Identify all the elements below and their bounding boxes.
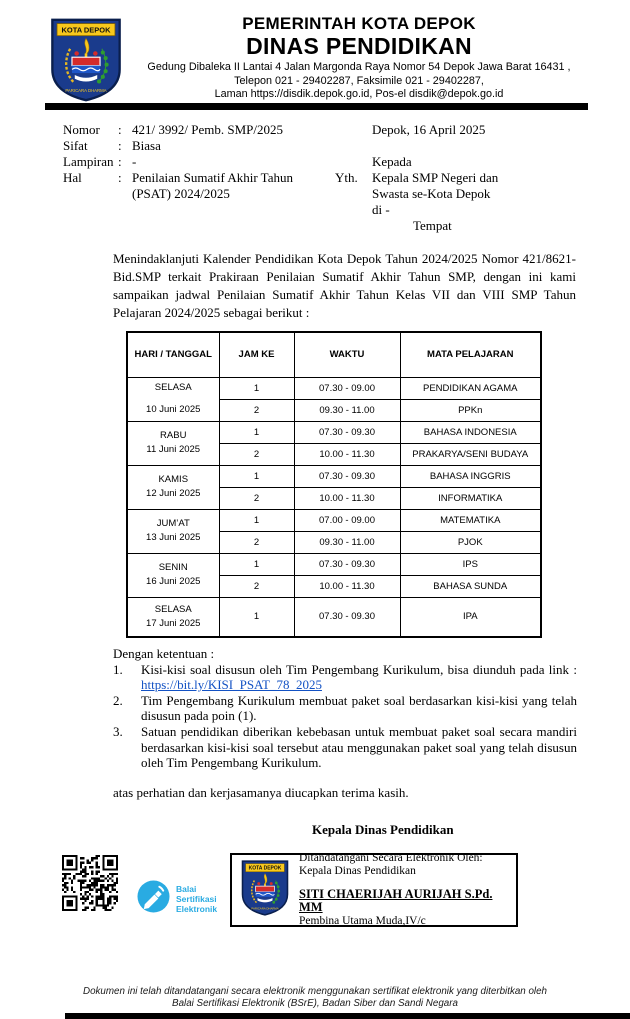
recipient-block xyxy=(335,122,498,234)
jam-cell: 2 xyxy=(219,443,294,465)
meta-row-sifat xyxy=(63,138,293,154)
mapel-cell: IPS xyxy=(400,553,541,575)
meta-colon: : xyxy=(118,122,122,137)
day-cell xyxy=(127,377,219,421)
item-number: 1. xyxy=(113,661,123,677)
address-line-3: Laman https://disdik.depok.go.id, Pos-el disdik@depok.go.id xyxy=(214,88,504,101)
day-cell xyxy=(127,597,219,637)
waktu-cell: 10.00 - 11.30 xyxy=(294,487,400,509)
meta-label: Nomor xyxy=(63,122,100,137)
mapel-cell: BAHASA INGGRIS xyxy=(400,465,541,487)
signatory-rank: Pembina Utama Muda,IV/c xyxy=(299,914,426,927)
logo-banner-text: KOTA DEPOK xyxy=(248,865,282,872)
logo-banner-text: KOTA DEPOK xyxy=(61,25,111,35)
meta-label: Sifat xyxy=(63,138,88,153)
jam-cell: 1 xyxy=(219,553,294,575)
yth-label: Yth. xyxy=(335,170,358,185)
recipient-line-2: Swasta se-Kota Depok xyxy=(372,186,491,201)
day-name: SELASA xyxy=(154,382,192,393)
recipient-line-1: Kepala SMP Negeri dan xyxy=(372,170,499,185)
mapel-cell: INFORMATIKA xyxy=(400,487,541,509)
table-row xyxy=(127,597,541,637)
signatory-name: SITI CHAERIJAH AURIJAH S.Pd. MM xyxy=(299,886,493,915)
item-text: Tim Pengembang Kurikulum membuat paket soal berdasarkan kisi-kisi yang telah disusun pada poin (1). xyxy=(141,692,577,724)
day-cell xyxy=(127,509,219,553)
department-title: DINAS PENDIDIKAN xyxy=(246,33,472,59)
day-name: RABU xyxy=(160,430,187,441)
mapel-cell: PJOK xyxy=(400,531,541,553)
jam-cell: 2 xyxy=(219,575,294,597)
signatory-role: Kepala Dinas Pendidikan xyxy=(299,865,416,878)
table-row xyxy=(127,421,541,443)
meta-label: Lampiran xyxy=(63,154,114,169)
ketentuan-title: Dengan ketentuan : xyxy=(113,646,215,661)
bsre-pen-icon xyxy=(137,880,170,918)
electronic-signature-box xyxy=(230,853,518,927)
waktu-cell: 07.00 - 09.00 xyxy=(294,509,400,531)
waktu-cell: 07.30 - 09.00 xyxy=(294,377,400,399)
table-row xyxy=(127,553,541,575)
schedule-table xyxy=(126,331,542,638)
item-text: Satuan pendidikan diberikan kebebasan untuk membuat paket soal secara mandiri berdasarkan kisi-kisi soal tersebut atau menggunakan paket soal yang telah disusun oleh Tim Pengembang Kurikulum. xyxy=(141,723,577,771)
table-row xyxy=(127,465,541,487)
letter-meta xyxy=(63,122,293,202)
bsre-label-line1: Balai xyxy=(176,884,197,894)
waktu-cell: 09.30 - 11.00 xyxy=(294,399,400,421)
mapel-cell: PRAKARYA/SENI BUDAYA xyxy=(400,443,541,465)
mapel-cell: MATEMATIKA xyxy=(400,509,541,531)
kota-depok-logo-small-icon xyxy=(240,857,290,924)
meta-value-nomor: 421/ 3992/ Pemb. SMP/2025 xyxy=(132,122,283,137)
col-header-waktu: WAKTU xyxy=(294,332,400,377)
day-date: 10 Juni 2025 xyxy=(146,404,201,415)
waktu-cell: 07.30 - 09.30 xyxy=(294,421,400,443)
list-item xyxy=(113,693,577,724)
kepada-label: Kepada xyxy=(372,154,412,169)
day-date: 12 Juni 2025 xyxy=(146,488,201,499)
closing-sentence: atas perhatian dan kerjasamanya diucapkan terima kasih. xyxy=(113,784,409,800)
jam-cell: 2 xyxy=(219,399,294,421)
mapel-cell: IPA xyxy=(400,597,541,637)
day-date: 16 Juni 2025 xyxy=(146,576,201,587)
meta-row-nomor xyxy=(63,122,293,138)
bsre-label-line3: Elektronik xyxy=(176,904,218,914)
jam-cell: 1 xyxy=(219,377,294,399)
header-divider xyxy=(45,103,588,110)
day-name: KAMIS xyxy=(158,474,189,485)
mapel-cell: PPKn xyxy=(400,399,541,421)
item-number: 3. xyxy=(113,723,123,739)
col-header-hari-tanggal: HARI / TANGGAL xyxy=(127,332,219,377)
day-name: SELASA xyxy=(154,603,192,615)
meta-value-hal-line2: (PSAT) 2024/2025 xyxy=(132,186,230,201)
kisi-psat-link[interactable]: https://bit.ly/KISI_PSAT_78_2025 xyxy=(141,677,322,693)
col-header-jam-ke: JAM KE xyxy=(219,332,294,377)
waktu-cell: 07.30 - 09.30 xyxy=(294,465,400,487)
meta-value-sifat: Biasa xyxy=(132,138,161,153)
day-cell xyxy=(127,465,219,509)
meta-row-hal xyxy=(63,170,293,202)
waktu-cell: 10.00 - 11.30 xyxy=(294,575,400,597)
day-cell xyxy=(127,421,219,465)
table-row xyxy=(127,509,541,531)
waktu-cell: 09.30 - 11.00 xyxy=(294,531,400,553)
jam-cell: 2 xyxy=(219,531,294,553)
ketentuan-section xyxy=(113,646,577,800)
signed-electronically-label: Ditandatangani Secara Elektronik Oleh: xyxy=(299,851,483,864)
signatory-title: Kepala Dinas Pendidikan xyxy=(312,822,454,837)
jam-cell: 1 xyxy=(219,509,294,531)
item-text: Kisi-kisi soal disusun oleh Tim Pengembang Kurikulum, bisa diunduh pada link : xyxy=(141,661,577,677)
col-header-mata-pelajaran: MATA PELAJARAN xyxy=(400,332,541,377)
meta-value-lampiran: - xyxy=(132,154,137,169)
meta-colon: : xyxy=(118,154,122,169)
recipient-line-3: di - xyxy=(372,202,390,217)
mapel-cell: PENDIDIKAN AGAMA xyxy=(400,377,541,399)
jam-cell: 1 xyxy=(219,597,294,637)
footer-line-1: Dokumen ini telah ditandatangani secara elektronik menggunakan sertifikat elektronik yang diterbitkan oleh xyxy=(83,986,547,997)
opening-paragraph: Menindaklanjuti Kalender Pendidikan Kota Depok Tahun 2024/2025 Nomor 421/8621-Bid.SMP terkait Prakiraan Penilaian Sumatif Akhir Tahun SMP, dengan ini kami sampaikan jadwal Penilaian Sumatif Akhir Tahun Kelas VII dan VIII SMP Tahun Pelajaran 2024/2025 sebagai berikut : xyxy=(113,251,576,320)
mapel-cell: BAHASA INDONESIA xyxy=(400,421,541,443)
waktu-cell: 10.00 - 11.30 xyxy=(294,443,400,465)
day-date: 11 Juni 2025 xyxy=(146,444,201,455)
meta-label: Hal xyxy=(63,170,82,185)
letterhead-text xyxy=(130,14,588,102)
logo-motto-text: PARICARA DHARMA xyxy=(251,905,279,910)
bottom-divider xyxy=(65,1013,630,1019)
list-item xyxy=(113,662,577,693)
government-title: PEMERINTAH KOTA DEPOK xyxy=(242,14,476,33)
waktu-cell: 07.30 - 09.30 xyxy=(294,597,400,637)
waktu-cell: 07.30 - 09.30 xyxy=(294,553,400,575)
table-header-row xyxy=(127,332,541,377)
footer-disclaimer xyxy=(0,986,630,1009)
item-number: 2. xyxy=(113,692,123,708)
letter-date: Depok, 16 April 2025 xyxy=(372,122,486,137)
meta-colon: : xyxy=(118,138,122,153)
jam-cell: 1 xyxy=(219,465,294,487)
footer-line-2: Balai Sertifikasi Elektronik (BSrE), Badan Siber dan Sandi Negara xyxy=(172,997,458,1009)
day-name: JUM’AT xyxy=(156,518,190,529)
kota-depok-logo-icon xyxy=(47,17,125,103)
recipient-line-4: Tempat xyxy=(413,218,452,233)
day-name: SENIN xyxy=(158,562,188,573)
meta-colon: : xyxy=(118,170,122,185)
address-line-2: Telepon 021 - 29402287, Faksimile 021 - 29402287, xyxy=(234,74,484,87)
day-cell xyxy=(127,553,219,597)
jam-cell: 1 xyxy=(219,421,294,443)
list-item xyxy=(113,724,577,771)
meta-row-lampiran xyxy=(63,154,293,170)
table-row xyxy=(127,377,541,399)
logo-motto-text: PARICARA DHARMA xyxy=(65,87,107,93)
mapel-cell: BAHASA SUNDA xyxy=(400,575,541,597)
jam-cell: 2 xyxy=(219,487,294,509)
meta-value-hal-line1: Penilaian Sumatif Akhir Tahun xyxy=(132,170,293,185)
letterhead xyxy=(45,14,588,102)
qr-code xyxy=(62,855,118,911)
address-line-1: Gedung Dibaleka II Lantai 4 Jalan Margonda Raya Nomor 54 Depok Jawa Barat 16431 , xyxy=(147,61,571,74)
bsre-logo xyxy=(137,880,217,918)
day-date: 13 Juni 2025 xyxy=(146,532,201,543)
day-date: 17 Juni 2025 xyxy=(146,617,201,629)
bsre-label-line2: Sertifikasi xyxy=(176,894,217,904)
